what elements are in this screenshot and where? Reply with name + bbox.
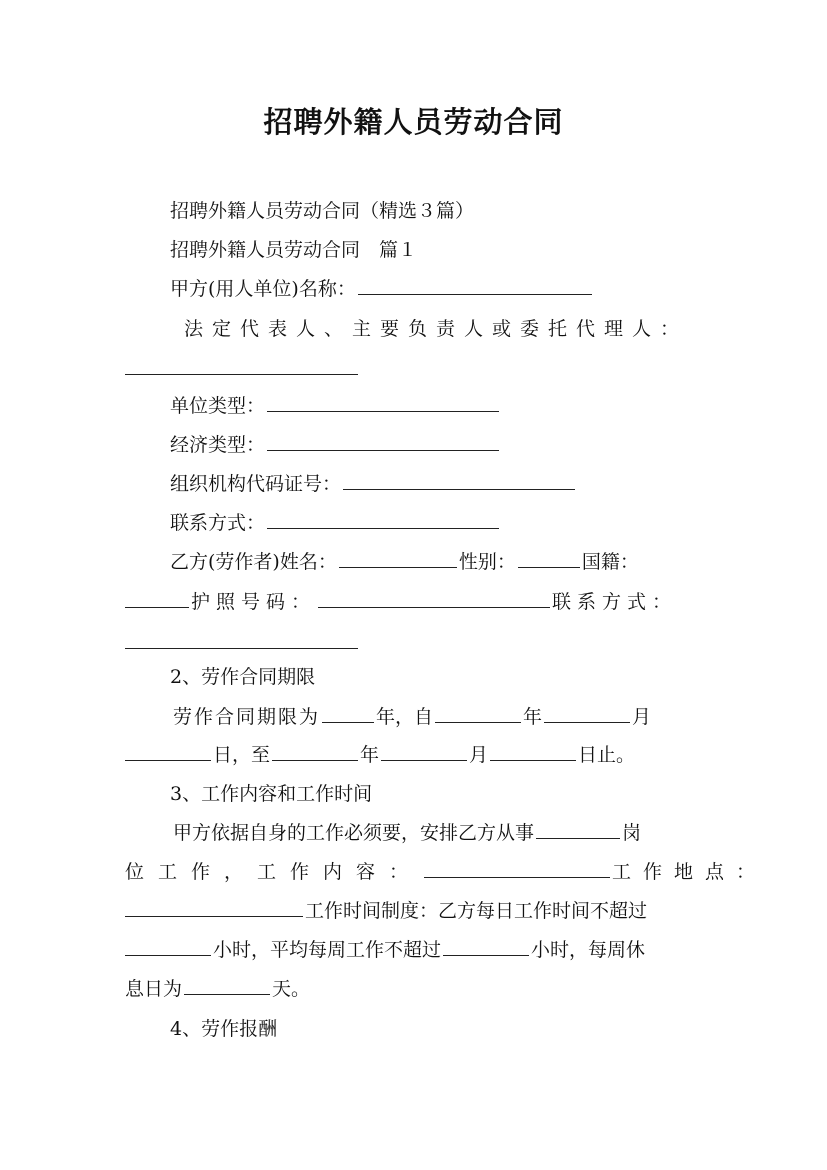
passport-label: 护照号码： [191, 591, 317, 613]
work-location-blank[interactable] [125, 898, 303, 917]
nationality-label: 国籍： [581, 551, 639, 573]
gender-label: 性别： [458, 551, 516, 573]
work-arrangement-text: 甲方依据自身的工作必须要，安排乙方从事 [173, 822, 535, 844]
days-label: 天。 [272, 978, 311, 1000]
gender-blank[interactable] [518, 549, 580, 568]
end-day-blank[interactable] [490, 742, 576, 761]
rest-days-blank[interactable] [184, 976, 270, 995]
section-4-heading: 4、劳作报酬 [170, 1018, 278, 1040]
end-month-blank[interactable] [381, 742, 467, 761]
party-b-line [170, 549, 639, 575]
passport-line [125, 589, 695, 615]
work-time-line [125, 898, 647, 924]
party-b-name-blank[interactable] [339, 549, 457, 568]
unit-type-label: 单位类型： [170, 395, 266, 417]
party-a-name-label: 甲方(用人单位)名称： [170, 278, 356, 300]
rest-day-line [125, 976, 310, 1002]
year-label: 年 [523, 706, 543, 728]
representative-label: 法定代表人、主要负责人或委托代理人： [184, 318, 689, 340]
org-code-line [170, 471, 577, 497]
month-label: 月 [632, 706, 652, 728]
from-label: 年，自 [376, 706, 434, 728]
weekly-hours-text: 小时，平均每周工作不超过 [213, 939, 442, 961]
start-day-blank[interactable] [125, 742, 211, 761]
party-b-contact-label: 联系方式： [552, 591, 678, 613]
party-b-name-label: 乙方(劳作者)姓名： [170, 551, 337, 573]
party-a-name-line [170, 276, 594, 302]
nationality-blank[interactable] [125, 589, 189, 608]
org-code-label: 组织机构代码证号： [170, 473, 342, 495]
subtitle-line: 招聘外籍人员劳动合同（精选３篇） [170, 200, 475, 222]
term-years-blank[interactable] [322, 704, 374, 723]
section-2-heading: 2、劳作合同期限 [170, 666, 316, 688]
position-blank[interactable] [536, 820, 620, 839]
weekly-rest-text: 小时，每周休 [531, 939, 646, 961]
contract-term-label: 劳作合同期限为 [173, 706, 321, 728]
daily-hours-blank[interactable] [125, 937, 211, 956]
contact-line [170, 510, 501, 536]
work-time-text: 工作时间制度：乙方每日工作时间不超过 [305, 900, 648, 922]
work-content-label: 位工作，工作内容： [125, 861, 423, 883]
section-heading: 招聘外籍人员劳动合同 篇１ [170, 239, 418, 261]
economy-type-line [170, 432, 501, 458]
end-label: 日止。 [578, 744, 636, 766]
contact-label: 联系方式： [170, 512, 266, 534]
post-label: 岗 [622, 822, 642, 844]
work-hours-line [125, 937, 645, 963]
start-month-blank[interactable] [544, 704, 630, 723]
representative-line [184, 316, 694, 342]
rest-day-label: 息日为 [125, 978, 183, 1000]
document-title: 招聘外籍人员劳动合同 [263, 105, 564, 139]
unit-type-line [170, 393, 501, 419]
end-year-label: 年 [360, 744, 380, 766]
weekly-hours-blank[interactable] [443, 937, 529, 956]
unit-type-blank[interactable] [267, 393, 499, 412]
work-content-line-1 [173, 820, 641, 846]
section-3-heading: 3、工作内容和工作时间 [170, 783, 373, 805]
contract-term-line [173, 704, 651, 730]
to-label: 日，至 [213, 744, 271, 766]
economy-type-label: 经济类型： [170, 434, 266, 456]
party-a-name-blank[interactable] [358, 276, 592, 295]
start-year-blank[interactable] [435, 704, 521, 723]
org-code-blank[interactable] [343, 471, 575, 490]
contact-blank[interactable] [267, 510, 499, 529]
work-location-label: 工作地点： [612, 861, 768, 883]
contract-term-line-2 [125, 742, 635, 768]
economy-type-blank[interactable] [267, 432, 499, 451]
representative-blank[interactable] [125, 374, 358, 375]
end-month-label: 月 [469, 744, 489, 766]
end-year-blank[interactable] [272, 742, 358, 761]
party-b-contact-blank[interactable] [125, 648, 358, 649]
work-content-blank[interactable] [424, 859, 610, 878]
passport-blank[interactable] [318, 589, 550, 608]
work-content-line-2 [125, 859, 768, 885]
